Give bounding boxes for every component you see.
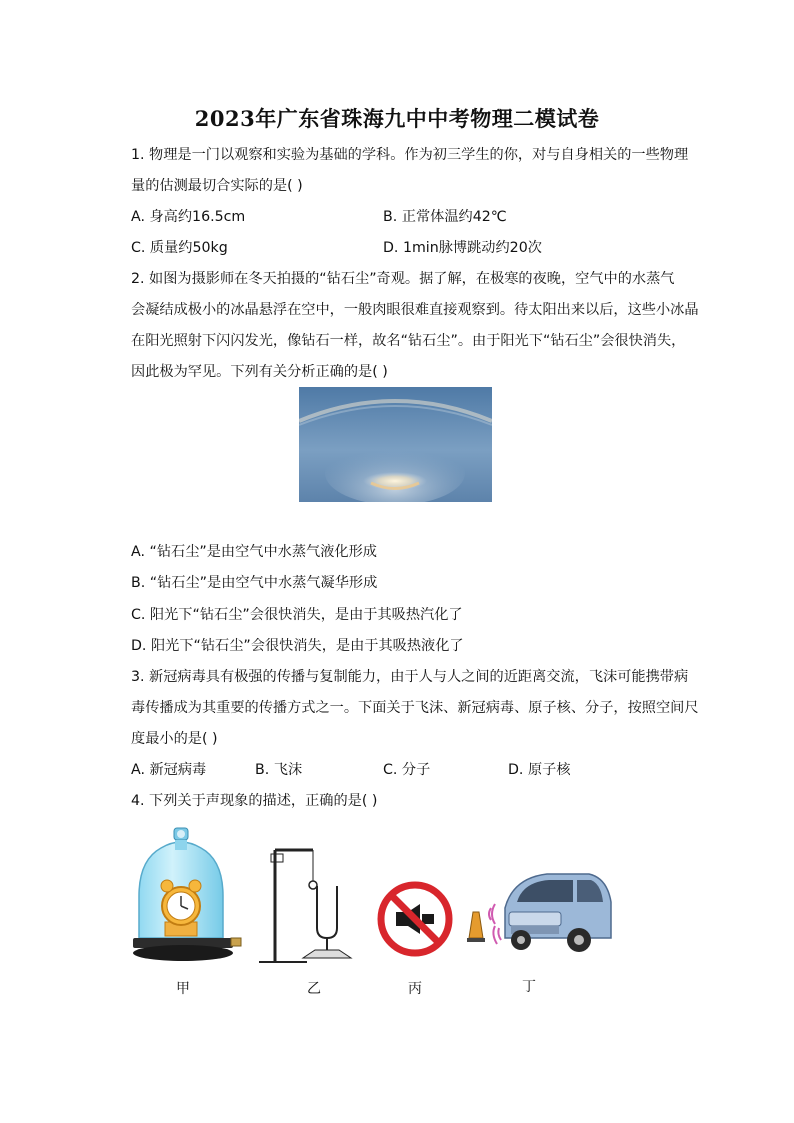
q2-stem-line4: 因此极为罕见。下列有关分析正确的是( ) [131,364,388,380]
q3-stem-line3: 度最小的是( ) [131,731,218,747]
q2-option-a: A. “钻石尘”是由空气中水蒸气液化形成 [131,544,377,560]
q3-option-d: D. 原子核 [508,762,571,778]
q1-option-b: B. 正常体温约42℃ [383,209,507,225]
q1-stem-line2: 量的估测最切合实际的是( ) [131,178,303,194]
exam-title: 2023年广东省珠海九中中考物理二模试卷 [194,106,600,131]
tuning-fork-pendulum-figure [255,846,363,970]
q3-option-b: B. 飞沫 [255,762,303,778]
figure-caption-bing: 丙 [408,981,422,997]
figure-caption-ding: 丁 [522,979,536,995]
reversing-radar-car-figure [461,868,613,956]
q2-stem-line2: 会凝结成极小的冰晶悬浮在空中，一般肉眼很难直接观察到。待太阳出来以后，这些小冰晶 [131,302,699,318]
q1-option-a: A. 身高约16.5cm [131,209,246,225]
diamond-dust-photo [299,387,492,502]
q3-option-a: A. 新冠病毒 [131,762,207,778]
q2-stem-line1: 2. 如图为摄影师在冬天拍摄的“钻石尘”奇观。据了解，在极寒的夜晚，空气中的水蒸气 [131,271,675,287]
q2-stem-line3: 在阳光照射下闪闪发光，像钻石一样，故名“钻石尘”。由于阳光下“钻石尘”会很快消失， [131,333,686,349]
q1-option-c: C. 质量约50kg [131,240,228,256]
q3-option-c: C. 分子 [383,762,431,778]
q1-stem-line1: 1. 物理是一门以观察和实验为基础的学科。作为初三学生的你，对与自身相关的一些物理 [131,147,689,163]
q3-stem-line2: 毒传播成为其重要的传播方式之一。下面关于飞沫、新冠病毒、原子核、分子，按照空间尺 [131,700,699,716]
q3-stem-line1: 3. 新冠病毒具有极强的传播与复制能力，由于人与人之间的近距离交流，飞沫可能携带病 [131,669,689,685]
q2-option-b: B. “钻石尘”是由空气中水蒸气凝华形成 [131,575,378,591]
q1-option-d: D. 1min脉博跳动约20次 [383,240,542,256]
q2-option-c: C. 阳光下“钻石尘”会很快消失，是由于其吸热汽化了 [131,607,463,623]
q4-stem: 4. 下列关于声现象的描述，正确的是( ) [131,793,378,809]
bell-jar-alarm-clock-figure [131,826,243,971]
figure-caption-jia: 甲 [176,981,190,997]
no-horn-sign-figure [376,880,454,958]
q2-option-d: D. 阳光下“钻石尘”会很快消失，是由于其吸热液化了 [131,638,464,654]
figure-caption-yi: 乙 [307,981,321,997]
